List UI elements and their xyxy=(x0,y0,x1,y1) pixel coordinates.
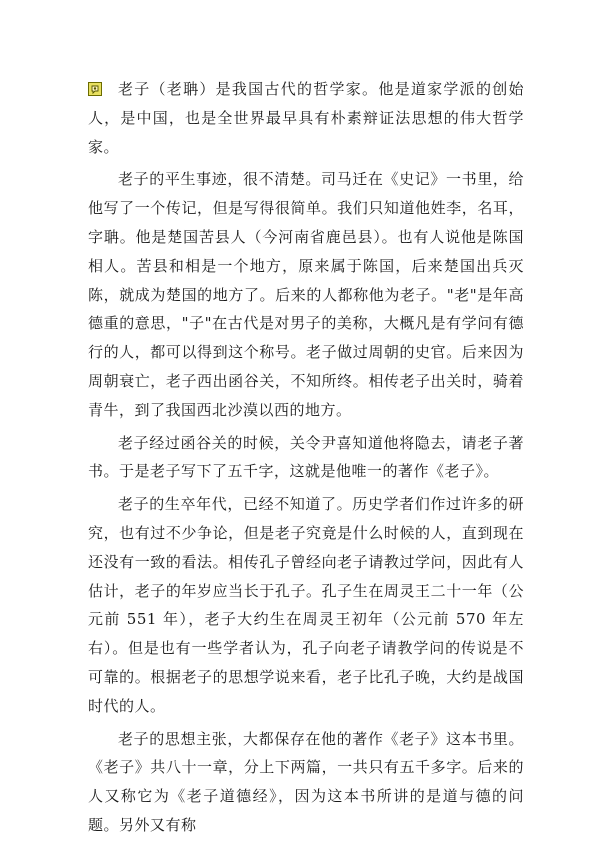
paragraph-hangu-pass: 老子经过函谷关的时候，关令尹喜知道他将隐去，请老子著书。于是老子写下了五千字，这就是他唯一的著作《老子》。 xyxy=(88,433,524,481)
paragraph-birth-death: 老子的生卒年代，已经不知道了。历史学者们作过许多的研究，也有过不少争论，但是老子究竟是什么时候的人，直到现在还没有一致的看法。相传孔子曾经向老子请教过学问，因此有人估计，老子的年岁应当长于孔子。孔子生在周灵王二十一年（公元前 551 年），老子大约生在周灵王初年（公元前 570 年左右）。但是也有一些学者认为，孔子向老子请教学问的传说是不可靠的。根据老子的思想学说来看，老子比孔子晚，大约是战国时代的人。 xyxy=(88,495,524,715)
paragraph-thought: 老子的思想主张，大都保存在他的著作《老子》这本书里。《老子》共八十一章，分上下两篇，一共只有五千多字。后来的人又称它为《老子道德经》，因为这本书所讲的是道与德的问题。另外又有称 xyxy=(88,729,524,834)
paragraph-laozi-intro: 老子（老聃）是我国古代的哲学家。他是道家学派的创始人，是中国，也是全世界最早具有朴素辩证法思想的伟大哲学家。 xyxy=(88,80,524,156)
paragraph-life-story: 老子的平生事迹，很不清楚。司马迁在《史记》一书里，给他写了一个传记，但是写得很简单。我们只知道他姓李，名耳，字聃。他是楚国苦县人（今河南省鹿邑县）。也有人说他是陈国相人。苦县和相是一个地方，原来属于陈国，后来楚国出兵灭陈，就成为楚国的地方了。后来的人都称他为老子。"老"是年高德重的意思，"子"在古代是对男子的美称，大概凡是有学问有德行的人，都可以得到这个称号。老子做过周朝的史官。后来因为周朝衰亡，老子西出函谷关，不知所终。相传老子出关时，骑着青牛，到了我国西北沙漠以西的地方。 xyxy=(88,170,524,419)
document-body xyxy=(88,75,524,840)
